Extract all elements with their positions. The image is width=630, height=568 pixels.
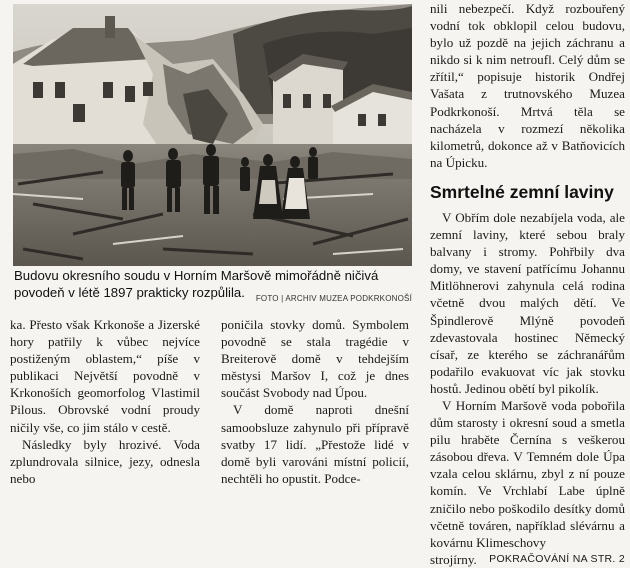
column-3-paragraph-3 — [430, 397, 625, 551]
photo-image — [13, 4, 412, 266]
photo-credit: FOTO | ARCHIV MUZEA PODKRKONOŠÍ — [255, 294, 412, 303]
column-3-last-line — [430, 551, 625, 568]
column-3-paragraph-3-text: V Horním Maršově voda pobořila dům starosty i okresní soud a smetla pilu hraběte Černína s veškerou zásobou dřeva. V Temném dole Úpa vzala celou sklárnu, zbyl z ní pouze komín. Ve Vrchlabí Labe úplně zničilo nebo poškodilo desítky domů včetně továren, například slévárnu a kovárnu Klimeschovy — [430, 397, 625, 550]
caption-text: Budovu okresního soudu v Horním Maršově mimořádně ničivá povodeň v létě 1897 prakticky rozpůlila. — [14, 268, 379, 300]
column-2-paragraph-2: V domě naproti dnešní samoobsluze zahynulo při přípravě svatby 17 lidí. „Přestože lidé v domě byli varováni místní policií, nechtěli ho opustit. Podce- — [221, 402, 409, 486]
column-1-paragraph-2: Následky byly hrozivé. Voda zplundrovala silnice, jezy, odnesla nebo — [10, 436, 200, 486]
column-2-paragraph-1: poničila stovky domů. Symbolem povodně se stala tragédie v Breiterově domě v tehdejším městysi Maršov I, což je dnes součást Svobody nad Úpou. — [221, 317, 409, 401]
historic-flood-photo — [13, 4, 412, 266]
column-1-paragraph-1: ka. Přesto však Krkonoše a Jizerské hory patřily k vůbec nejvíce postiženým oblastem,“ píše v publikaci Největší povodně v Krkonoších geomorfolog Vlastimil Pilous. Obrovské vodní proudy ničily vše, co jim stálo v cestě. — [10, 317, 200, 435]
column-3-paragraph-1: nili nebezpečí. Když rozbouřený vodní tok obklopil celou budovu, bylo už pozdě na jejich záchranu a nikdo si k nim netroufl. Celý dům se zřítil,“ popisuje historik Ondřej Vašata z trutnovského Muzea Podkrkonoší. Mrtvá těla se nacházela v rozmezí několika kilometrů, dokonce až v Batňovicích na Úpicku. — [430, 1, 625, 170]
section-subheading: Smrtelné zemní laviny — [430, 181, 614, 202]
article-column-1 — [10, 316, 200, 487]
article-column-3 — [430, 0, 625, 568]
continued-on-page-link[interactable]: POKRAČOVÁNÍ NA STR. 2 — [489, 552, 625, 565]
column-3-last-word: strojírny. — [430, 551, 477, 567]
photo-caption — [14, 268, 412, 310]
column-3-paragraph-2: V Obřím dole nezabíjela voda, ale zemní laviny, které sebou braly balvany i stromy. Pohřbily dva domy, ve stavení patřícímu Johannu Mitlöhnerovi zahynula celá rodina včetně dvou malých dětí. Ve Špindlerově Mlýně povodeň zdevastovala hostinec Německý císař, ze kterého se záchranářům podařilo evakuovat víc jak stovku hostů. Jedinou obětí byl pikolík. — [430, 209, 625, 396]
article-column-2 — [221, 316, 409, 487]
